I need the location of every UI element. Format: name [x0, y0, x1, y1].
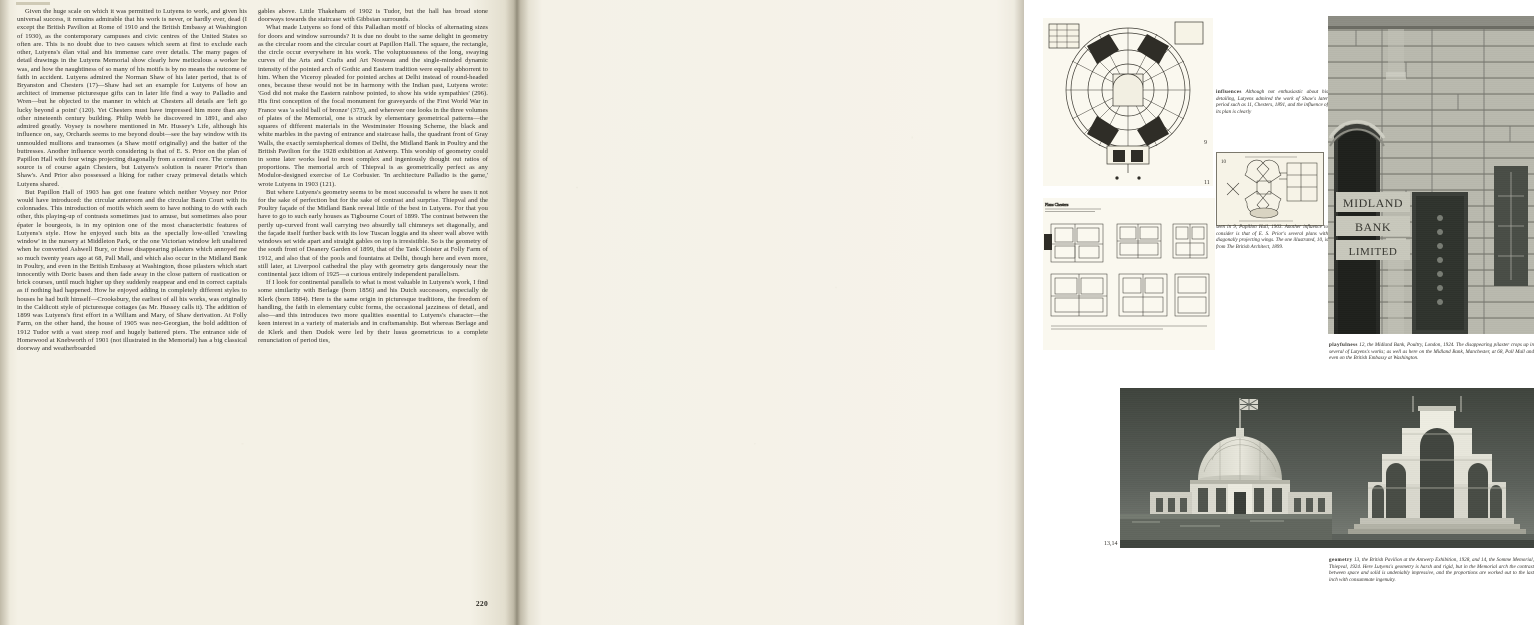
- signage-line-1: MIDLAND: [1342, 196, 1404, 210]
- left-page: [0, 0, 516, 625]
- caption-influences-continued: [1216, 224, 1328, 250]
- left-page-column-1: [17, 8, 247, 353]
- figure-10-prior-plan: [1216, 152, 1324, 226]
- signage-line-3: LIMITED: [1348, 246, 1398, 258]
- paragraph: But where Lutyens's geometry seems to be most successful is where he uses it not for the sake of perfection but for the sake of contrast and surprise. Thiepval and the Poultry façade of the Midland Bank reveal little of the best in Lutyens. For that you have to go to such early houses as Tigbourne Court of 1899. The contrast between the pertly up-curved front wall carrying two absurdly tall chimneys set diagonally, and the façade itself further back with its low Tuscan loggia and its sheer wall above with windows set wide apart and straight gables on top is irresistible. So is the geometry of the south front of Deanery Garden of 1899, that of the Tank Cloister at Folly Farm of 1912, and also that of the pools and fountains at Delhi, though here and even more, still later, at Liverpool cathedral the play with geometry gets dangerously near the continental jazz idiom of 1925—a curious entirely independent parallelism.: [258, 188, 488, 278]
- page-top-mark: [16, 2, 50, 5]
- figure-number-12: [1321, 325, 1323, 331]
- paragraph: What made Lutyens so fond of this Palladian motif of blocks of alternating sizes for doors and window surrounds? It is due no doubt to the same delight in geometry as the circular room and the circular court at Papillon Hall. The square, the rectangle, the circle occur everywhere in his work. The voluptuousness of the long, swaying curves of the Arts and Crafts and Art Nouveau and the single-minded dynamic intensity of the pointed arch of Gothic and Eastern tradition were equally abhorrent to him. When the Viceroy pleaded for pointed arches at Delhi instead of round-headed ones, because these would not be in harmony with the Indian past, Lutyens wrote: 'God did not make the Eastern rainbow pointed, to show his wide sympathies' (296). His first conception of the focal monument for graveyards of the First World War in France was 'a solid ball of bronze' (373), and wherever one looks in the three volumes of plates of the Memorial, one is struck by elementary geometrical patterns—the squares of different materials in the Westminster Housing Scheme, the black and white marbles in the paving of entrance and staircase halls, the quadrant front of Gray Walls, the exactly semispherical domes of Delhi, the Midland Bank in Poultry and the British Pavilion for the 1928 exhibition at Antwerp. This worship of geometry could in some later works lead to most complex and ingeniously thought out ratios of proportions. The memorial arch of Thiepval is as geometrically perfect as any Modulor-designed exercise of Le Corbusier. 'In architecture Palladio is the game,' wrote Lutyens in 1903 (121).: [258, 24, 488, 188]
- caption-text-playfulness: 12, the Midland Bank, Poultry, London, 1924. The disappearing pilaster crops up in several of Lutyens's works; as well as here on the Midland Bank, Manchester, at 68, Pall Mall and even on the British Embassy at Washington.: [1329, 342, 1534, 362]
- page-edge-shadow-right: [1014, 0, 1024, 625]
- figure-9-papillon-hall-plan: [1043, 18, 1213, 186]
- paragraph: But Papillon Hall of 1903 has got one feature which neither Voysey nor Prior would have introduced: the circular anteroom and the circular Basin Court with its colonnades. This introduction of motifs which seem to have nothing to do with each other, this playing-up of contrasts sometimes just to amuse, but sometimes also pour épater le bourgeois, is in my opinion one of the most characteristic features of Lutyens's style. How he enjoyed such bits as the specially low-silled 'crawling window' in the nursery at Middleton Park, or the one Victorian window left unaltered when he converted Ashwell Bury, or those disappearing pilasters which annoyed me so much twenty years ago at 68, Pall Mall, and which also occur in the Midland Bank in Poultry, and even in the British Embassy at Washington, those pilasters which start innocently with Doric bases and then fade away in the close pattern of rustication or brick courses, until much higher up they suddenly reappear and end in correct capitals as if nothing had happened. How he enjoyed adding in completely different styles to houses he had built himself—Crooksbury, the earliest of all his works, was originally in the Caldicott style of picturesque cottages (as Mr. Hussey calls it). The addition of 1899 was Lutyens's first effort in a William and Mary, of Shaw derivation. At Folly Farm, on the other hand, the house of 1905 was neo-Georgian, the bold addition of 1912 Tudor with a vast steep roof and hugely battered piers. The entrance side of Homewood at Knebworth of 1901 (not illustrated in the Memorial) has a big classical doorway and weatherboarded: [17, 188, 247, 352]
- paper-texture-right: [516, 0, 1024, 625]
- caption-text-geometry: 13, the British Pavilion at the Antwerp Exhibition, 1928, and 14, the Somme Memorial, Thiepval, 1924. Here Lutyens's geometry is harsh and rigid, but in the Memorial arch the contrast between space and solid is undeniably impressive, and the proportions are worked out to the last inch with consummate ingenuity.: [1329, 557, 1534, 583]
- figure-12-midland-bank-photo: [1328, 16, 1534, 334]
- svg-text:10: 10: [1221, 160, 1226, 165]
- paragraph: If I look for continental parallels to what is most valuable in Lutyens's work, I find some similarity with Berlage (born 1856) and his Dutch successors, especially de Klerk (born 1884). Here is the same origin in picturesque traditions, the freedom of handling, the faith in elementary cubic forms, the occasional jazziness of detail, and also—and this introduces two more qualities essential to Lutyens's character—the keen interest in a variety of materials and in craftsmanship. But whereas Berlage and de Klerk and then Dudok were led by their lusus geometricus to a complete renunciation of period ties,: [258, 279, 488, 344]
- right-page: [516, 0, 1534, 625]
- caption-text-influences: Although not enthusiastic about his detailing, Lutyens admired the work of Shaw's later period such as 11, Chesters, 1891, and the influence of its plan is clearly: [1216, 89, 1328, 115]
- caption-geometry: [1329, 557, 1534, 583]
- caption-keyword-geometry: geometry: [1329, 557, 1353, 563]
- figure-number-9: 9: [1204, 140, 1207, 146]
- figure-13-14-photo: [1120, 388, 1534, 548]
- figure-number-11: 11: [1204, 180, 1210, 186]
- figure-number-13-14: 13,14: [1104, 541, 1118, 547]
- paragraph: gables above. Little Thakeham of 1902 is Tudor, but the hall has broad stone doorways towards the staircase with Gibbsian surrounds.: [258, 8, 488, 24]
- figure-11-chesters-plans: [1043, 198, 1215, 350]
- svg-text:Plans Chesters: Plans Chesters: [1045, 202, 1069, 207]
- paragraph: Given the huge scale on which it was permitted to Lutyens to work, and given his universal success, it remains admirable that his work is never, or hardly ever, dead (I except the British Pavilion at Rome of 1910 and the British Embassy at Washington of 1930), as the contemporary campuses and civic centres of the United States so often are. This is no doubt due to two causes which seem at first to exclude each other, Lutyens's élan vital and his immense care over details. The many pages of detail drawings in the Lutyens Memorial show clearly how meticulous a worker he was, and how the naughtiness of so many of his motifs is by no means the outcome of faith in accident. Lutyens admired the Norman Shaw of his later period, that is of Bryanston and Chesters (17)—Shaw had set an example for Lutyens of how an architect of immense picturesque gifts can in later life find a way to Palladio and Wren—but he objected to the manner in which at Chesters all details are 'left go lucky beyond a point' (120). Yet Chesters must have impressed him more than any other nineteenth century building. Philip Webb he discovered in 1891, and also admired greatly. Voysey is nowhere mentioned in Mr. Hussey's Life, although his influence on, say, Orchards seems to me beyond doubt—see the bay window with its unmoulded mullions and transomes (a Shaw motif originally) and the batter of the buttresses. Another influence worth considering is that of E. S. Prior on the plan of Papillon Hall with four wings projecting diagonally from a central core. The common source is of course again Chesters, but Lutyens's solution is nearer Prior's than Shaw's. And Prior also possessed a liking for rather crazy primeval details which Lutyens shared.: [17, 8, 247, 188]
- page-number: 220: [475, 599, 488, 608]
- caption-keyword-influences: influences: [1216, 89, 1242, 95]
- caption-influences: [1216, 89, 1328, 115]
- caption-text-influences-continued: seen in 9, Papillon Hall, 1903. Another influence to consider is that of E. S. Prior's several plans with diagonally projecting wings. The one illustrated, 10, is from The British Architect, 1899.: [1216, 224, 1328, 250]
- left-page-column-2: [258, 8, 488, 345]
- signage-line-2: BANK: [1354, 220, 1392, 234]
- page-edge-shadow: [0, 0, 10, 625]
- caption-playfulness: [1329, 342, 1534, 362]
- caption-keyword-playfulness: playfulness: [1329, 342, 1358, 348]
